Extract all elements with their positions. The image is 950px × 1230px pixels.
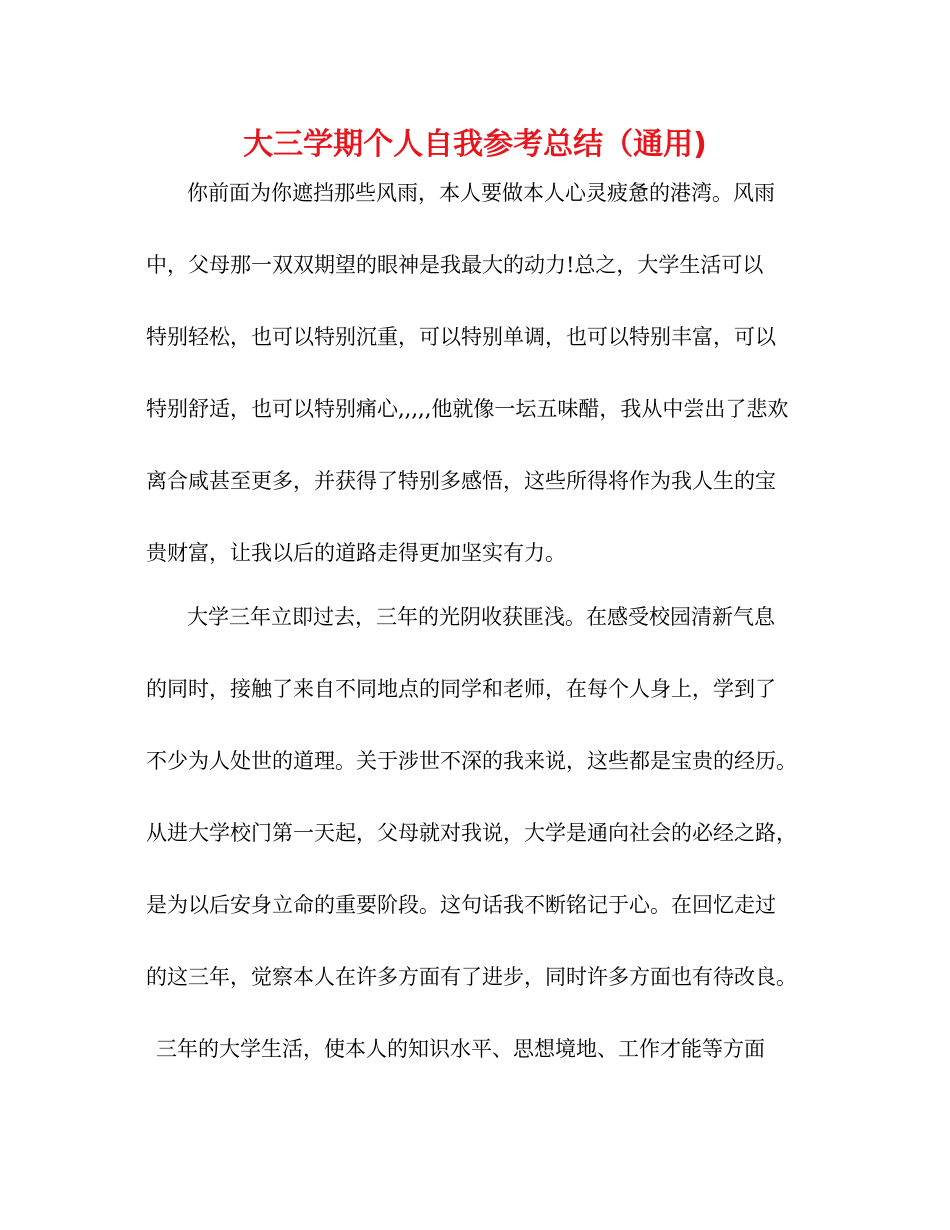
text-line: 不少为人处世的道理。关于涉世不深的我来说，这些都是宝贵的经历。 — [146, 749, 797, 773]
text-line: 三年的大学生活，使本人的知识水平、思想境地、工作才能等方面 — [156, 1037, 765, 1061]
text-line: 大学三年立即过去，三年的光阴收获匪浅。在感受校园清新气息 — [187, 605, 775, 629]
text-line: 特别轻松，也可以特别沉重，可以特别单调，也可以特别丰富，可以 — [146, 325, 776, 349]
text-line: 的这三年，觉察本人在许多方面有了进步，同时许多方面也有待改良。 — [146, 965, 797, 989]
text-line: 从进大学校门第一天起，父母就对我说，大学是通向社会的必经之路， — [146, 821, 797, 845]
text-line: 贵财富，让我以后的道路走得更加坚实有力。 — [146, 541, 566, 565]
text-line: 中，父母那一双双期望的眼神是我最大的动力!总之，大学生活可以 — [146, 253, 764, 277]
text-line: 你前面为你遮挡那些风雨，本人要做本人心灵疲惫的港湾。风雨 — [187, 181, 775, 205]
text-line: 是为以后安身立命的重要阶段。这句话我不断铭记于心。在回忆走过 — [146, 893, 776, 917]
text-line: 离合咸甚至更多，并获得了特别多感悟，这些所得将作为我人生的宝 — [146, 469, 776, 493]
document-title: 大三学期个人自我参考总结（通用) — [243, 127, 707, 162]
text-line: 的同时，接触了来自不同地点的同学和老师，在每个人身上，学到了 — [146, 677, 776, 701]
text-line: 特别舒适，也可以特别痛心,,,,,他就像一坛五味醋，我从中尝出了悲欢 — [146, 397, 789, 421]
